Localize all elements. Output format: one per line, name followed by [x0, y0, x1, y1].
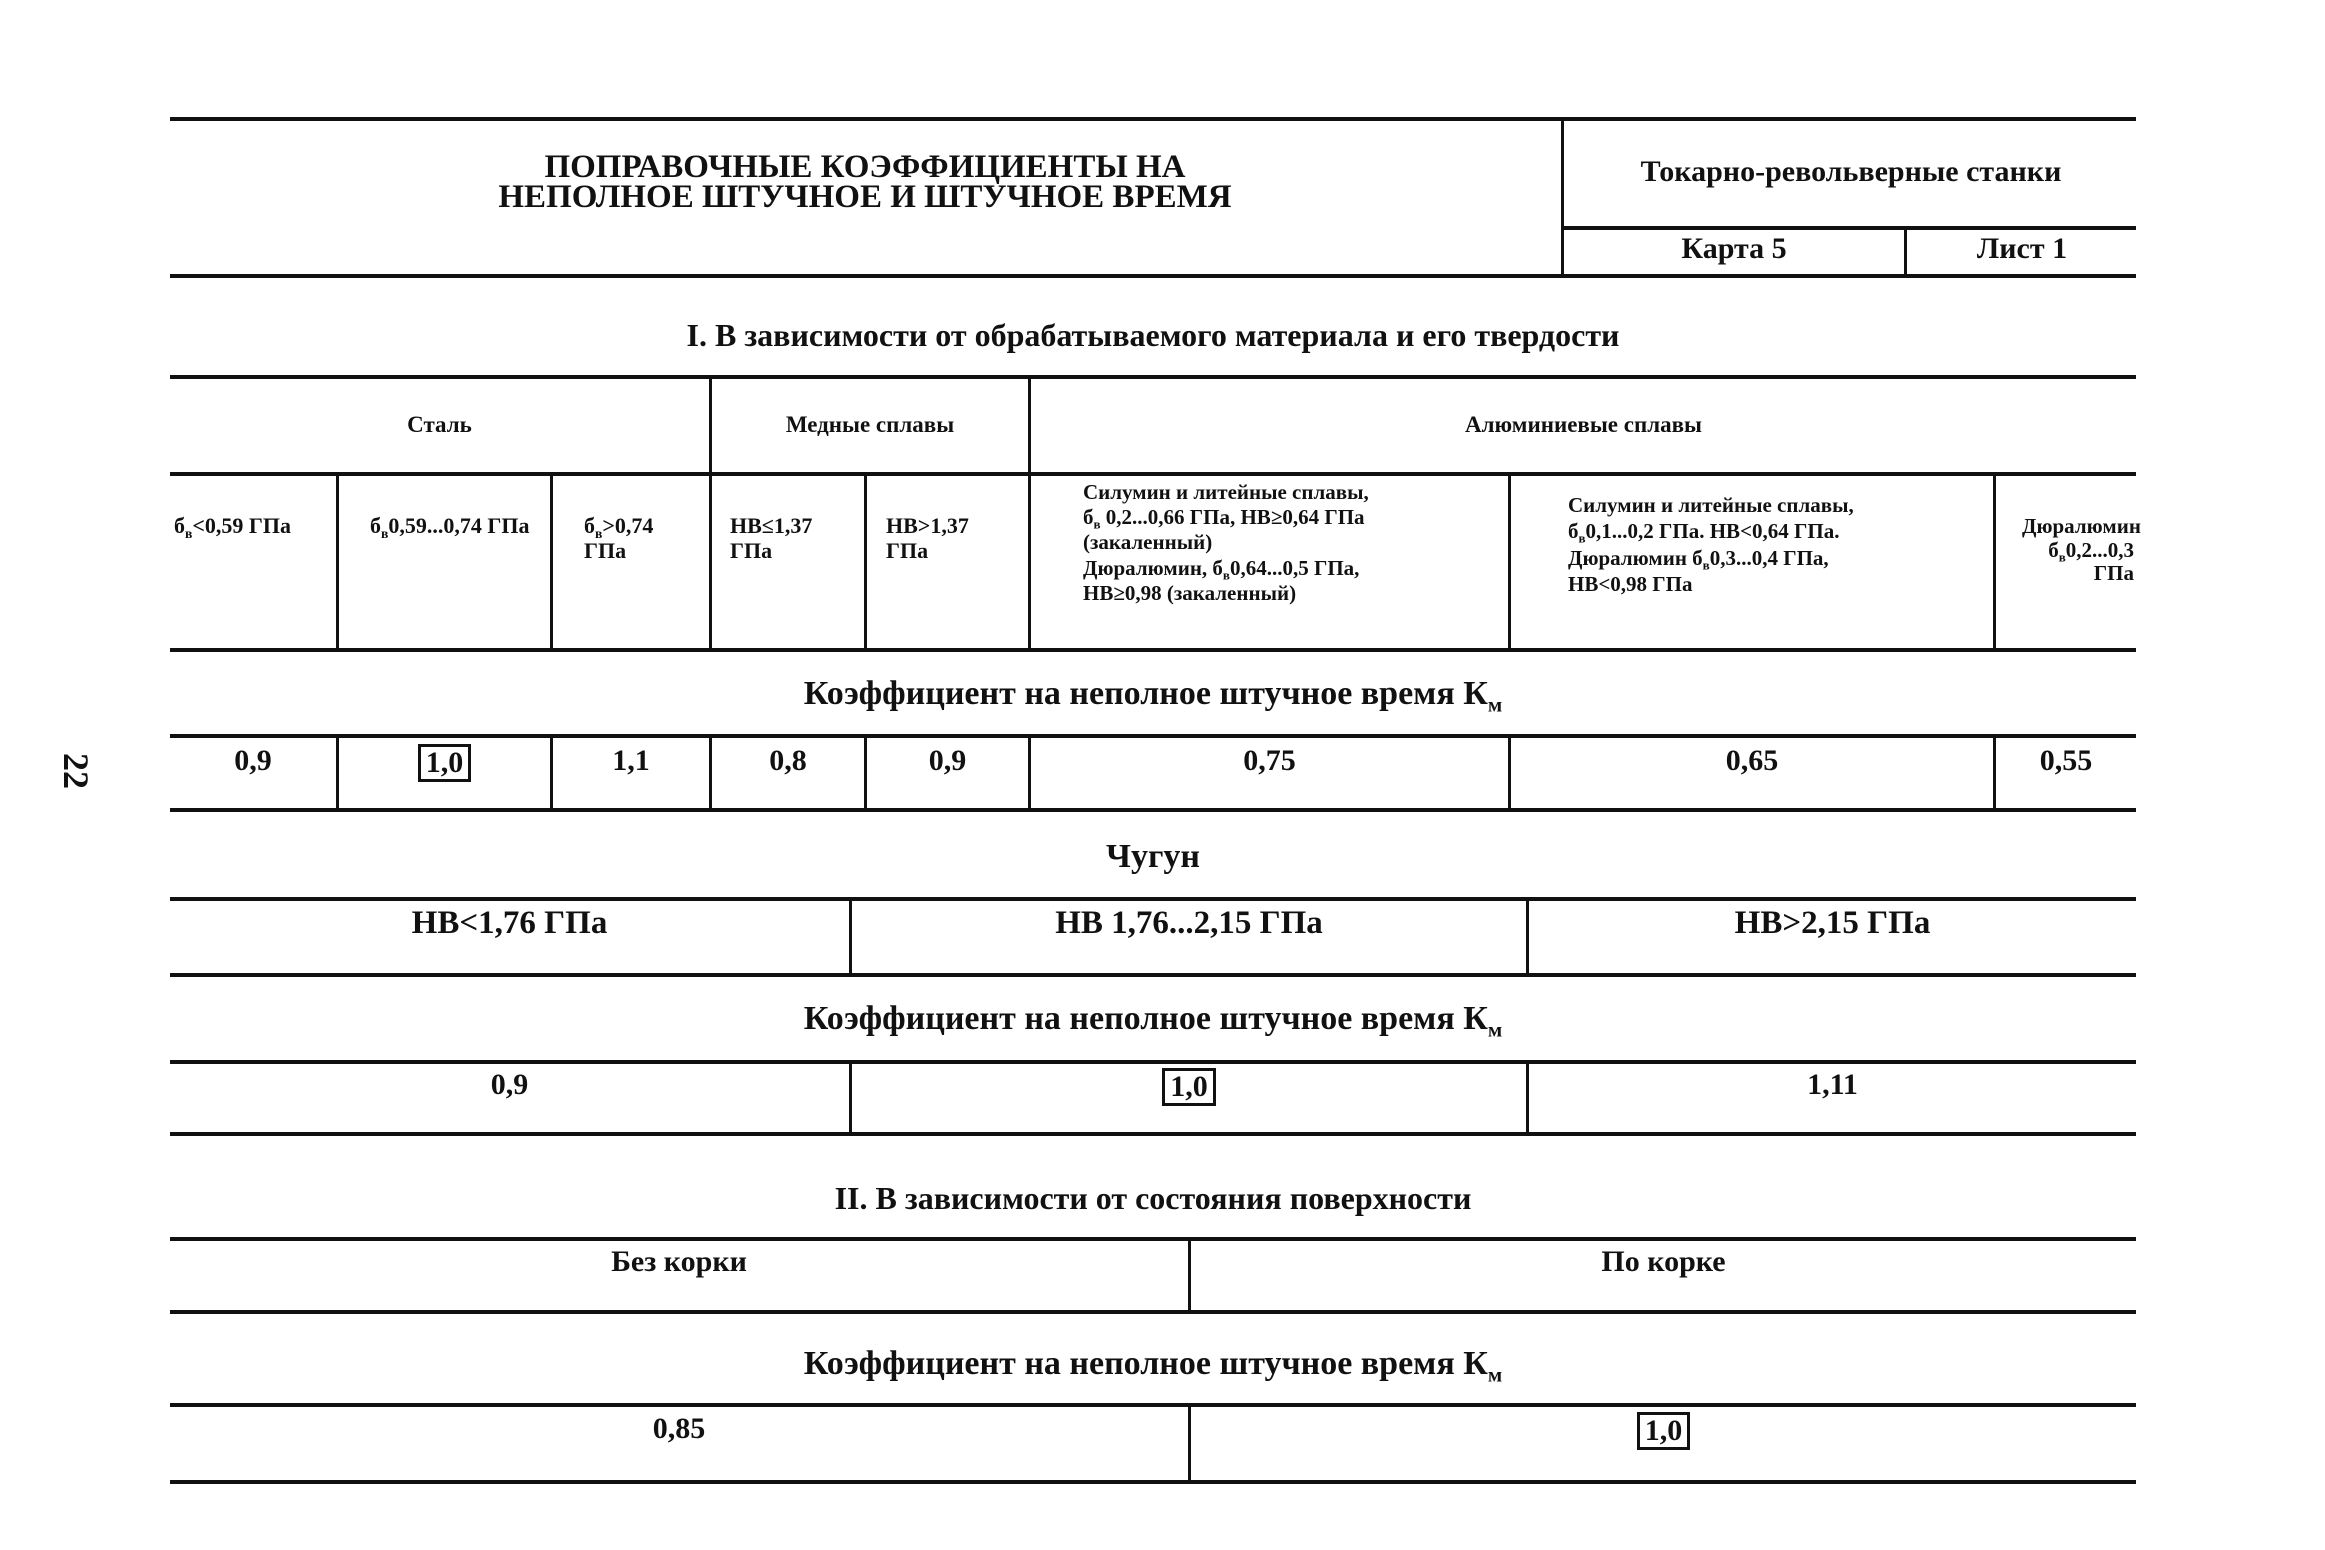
s1-value-cell	[1511, 744, 1993, 778]
a1-line5: НВ≥0,98 (закаленный)	[1083, 580, 1297, 605]
s1-value-cell	[553, 744, 709, 778]
ci-value-cell	[1529, 1068, 2136, 1102]
section1-title: I. В зависимости от обрабатываемого материала и его твердости	[686, 317, 1620, 353]
a3-line2-prefix: б	[2048, 537, 2059, 562]
s2-prefix: б	[370, 513, 381, 538]
header-bottom-rule	[170, 274, 2136, 278]
subheader-aluminum-3	[2022, 514, 2141, 586]
s1-value-cell	[712, 744, 864, 778]
a1-line4	[1083, 556, 1503, 581]
s1-value-cell	[1996, 744, 2136, 778]
s1-value: 0,8	[769, 744, 807, 777]
ci-header: НВ<1,76 ГПа	[411, 905, 608, 941]
s2-header-cell	[170, 1245, 1188, 1279]
a1-line2-sub: в	[1093, 516, 1101, 532]
page-title-line1: ПОПРАВОЧНЫЕ КОЭФФИЦИЕНТЫ НА	[544, 149, 1186, 185]
s3-sub: в	[595, 525, 603, 541]
a1-line3: (закаленный)	[1083, 530, 1213, 555]
s1-suffix: <0,59 ГПа	[192, 513, 292, 538]
s2-header-cell	[1191, 1245, 2136, 1279]
ci-value: 0,9	[490, 1068, 529, 1101]
ci-header: НВ 1,76...2,15 ГПа	[1055, 905, 1323, 941]
a1-line1: Силумин и литейные сплавы,	[1083, 480, 1369, 504]
s1-value: 0,9	[234, 744, 272, 777]
a2-line3-suffix: 0,3...0,4 ГПа,	[1709, 545, 1829, 570]
a2-line2-suffix: 0,1...0,2 ГПа. НВ<0,64 ГПа.	[1585, 519, 1840, 544]
subheader-steel-1	[174, 514, 334, 539]
s1-values-bottom-rule	[170, 808, 2136, 812]
s1-value-cell	[867, 744, 1028, 778]
subheader-aluminum-1	[1083, 480, 1503, 606]
a1-line4-prefix: Дюралюмин, б	[1083, 555, 1223, 580]
s1-sep-sub7	[1993, 472, 1996, 648]
a3-line2-suffix: 0,2...0,3 ГПа	[2065, 537, 2134, 586]
card-number: Карта 5	[1681, 232, 1787, 265]
ci-header-top-rule	[170, 897, 2136, 901]
s1-sub: в	[185, 525, 193, 541]
header-card-rule	[1561, 226, 2136, 230]
a2-line3-prefix: Дюралюмин б	[1568, 545, 1703, 570]
ci-value-boxed: 1,0	[1162, 1068, 1216, 1106]
s1-value-boxed: 1,0	[418, 744, 472, 782]
s1-coef-sub: м	[1487, 692, 1503, 717]
s2-header: По корке	[1601, 1245, 1726, 1278]
cast-iron-title: Чугун	[1106, 838, 1200, 875]
ci-values-top-rule	[170, 1060, 2136, 1064]
page-number: 22	[56, 753, 96, 789]
ci-coef-text: Коэффициент на неполное штучное время К	[803, 1000, 1488, 1037]
ci-coef-sub: м	[1487, 1017, 1503, 1042]
ci-header-cell	[1529, 905, 2136, 942]
a3-line2	[2022, 539, 2134, 586]
s3-suffix: >0,74 ГПа	[584, 513, 654, 563]
s1-value: 0,65	[1725, 744, 1779, 777]
a3-line2-sub: в	[2058, 549, 2066, 565]
subheader-steel-3	[584, 514, 694, 563]
page-title	[200, 149, 1530, 215]
a2-line2-sub: в	[1578, 530, 1586, 546]
machine-type: Токарно-револьверные станки	[1640, 155, 2062, 188]
page-title-line2: НЕПОЛНОЕ ШТУЧНОЕ И ШТУЧНОЕ ВРЕМЯ	[498, 179, 1232, 215]
s2-value-cell	[170, 1412, 1188, 1446]
s1-table-top-rule	[170, 375, 2136, 379]
ci-values-bottom-rule	[170, 1132, 2136, 1136]
section2-title: II. В зависимости от состояния поверхности	[834, 1180, 1472, 1216]
s1-values-top-rule	[170, 734, 2136, 738]
s1-value-cell	[170, 744, 336, 778]
s1-value: 0,55	[2039, 744, 2093, 777]
s2-value-boxed: 1,0	[1637, 1412, 1691, 1450]
a1-line4-sub: в	[1222, 567, 1230, 583]
a2-line2-prefix: б	[1568, 519, 1579, 544]
s1-coef-title	[170, 675, 2136, 717]
ci-coef-title	[170, 1000, 2136, 1042]
header-top-rule	[170, 117, 2136, 121]
a3-line1: Дюралюмин	[2022, 514, 2141, 538]
ci-header: НВ>2,15 ГПа	[1734, 905, 1931, 941]
ci-value-cell	[852, 1068, 1526, 1106]
s1-sep-sub4	[864, 472, 867, 648]
s2-suffix: 0,59...0,74 ГПа	[388, 513, 530, 538]
a1-line2	[1083, 505, 1503, 530]
subheader-steel-2	[370, 514, 540, 539]
a2-line2	[1568, 518, 1988, 544]
s1-header-bottom-rule	[170, 648, 2136, 652]
s2-header-top-rule	[170, 1237, 2136, 1241]
subheader-copper-2: НВ>1,37 ГПа	[886, 513, 969, 563]
subheader-copper-1: НВ≤1,37 ГПа	[730, 513, 813, 563]
s2-values-top-rule	[170, 1403, 2136, 1407]
s1-prefix: б	[174, 513, 185, 538]
s2-header-bottom-rule	[170, 1310, 2136, 1314]
a2-line1: Силумин и литейные сплавы,	[1568, 493, 1854, 517]
sheet-number: Лист 1	[1976, 232, 2068, 265]
s1-sep-sub1	[336, 472, 339, 648]
a2-line4: НВ<0,98 ГПа	[1568, 571, 1693, 596]
s2-value-cell	[1191, 1412, 2136, 1450]
s1-coef-text: Коэффициент на неполное штучное время К	[803, 675, 1488, 712]
s1-value: 0,9	[928, 744, 967, 777]
s1-sep-sub6	[1508, 472, 1511, 648]
s1-value: 1,1	[612, 744, 650, 777]
s1-sep-sub2	[550, 472, 553, 648]
s2-value: 0,85	[652, 1412, 706, 1445]
s1-value-cell	[339, 744, 550, 782]
s1-group-rule	[170, 472, 2136, 476]
s1-value-cell	[1031, 744, 1508, 778]
group-copper: Медные сплавы	[785, 412, 955, 437]
a1-line2-prefix: б	[1083, 505, 1094, 530]
ci-header-bottom-rule	[170, 973, 2136, 977]
ci-header-cell	[170, 905, 849, 942]
s2-coef-text: Коэффициент на неполное штучное время К	[803, 1345, 1488, 1382]
s2-coef-sub: м	[1487, 1362, 1503, 1387]
group-steel: Сталь	[407, 412, 472, 437]
subheader-aluminum-2	[1568, 492, 1988, 597]
header-card-divider	[1904, 226, 1907, 274]
s2-header: Без корки	[611, 1245, 747, 1278]
a1-line4-suffix: 0,64...0,5 ГПа,	[1229, 555, 1360, 580]
a1-line2-suffix: 0,2...0,66 ГПа, НВ≥0,64 ГПа	[1100, 505, 1365, 530]
ci-header-cell	[852, 905, 1526, 942]
header-divider	[1561, 117, 1564, 274]
a2-line3-sub: в	[1702, 557, 1710, 573]
a2-line3	[1568, 545, 1988, 571]
ci-value: 1,11	[1807, 1068, 1858, 1101]
group-aluminum: Алюминиевые сплавы	[1465, 412, 1702, 437]
s1-value: 0,75	[1243, 744, 1296, 777]
s2-coef-title	[170, 1345, 2136, 1387]
s3-prefix: б	[584, 513, 595, 538]
ci-value-cell	[170, 1068, 849, 1102]
s2-values-bottom-rule	[170, 1480, 2136, 1484]
s2-sub: в	[381, 525, 389, 541]
